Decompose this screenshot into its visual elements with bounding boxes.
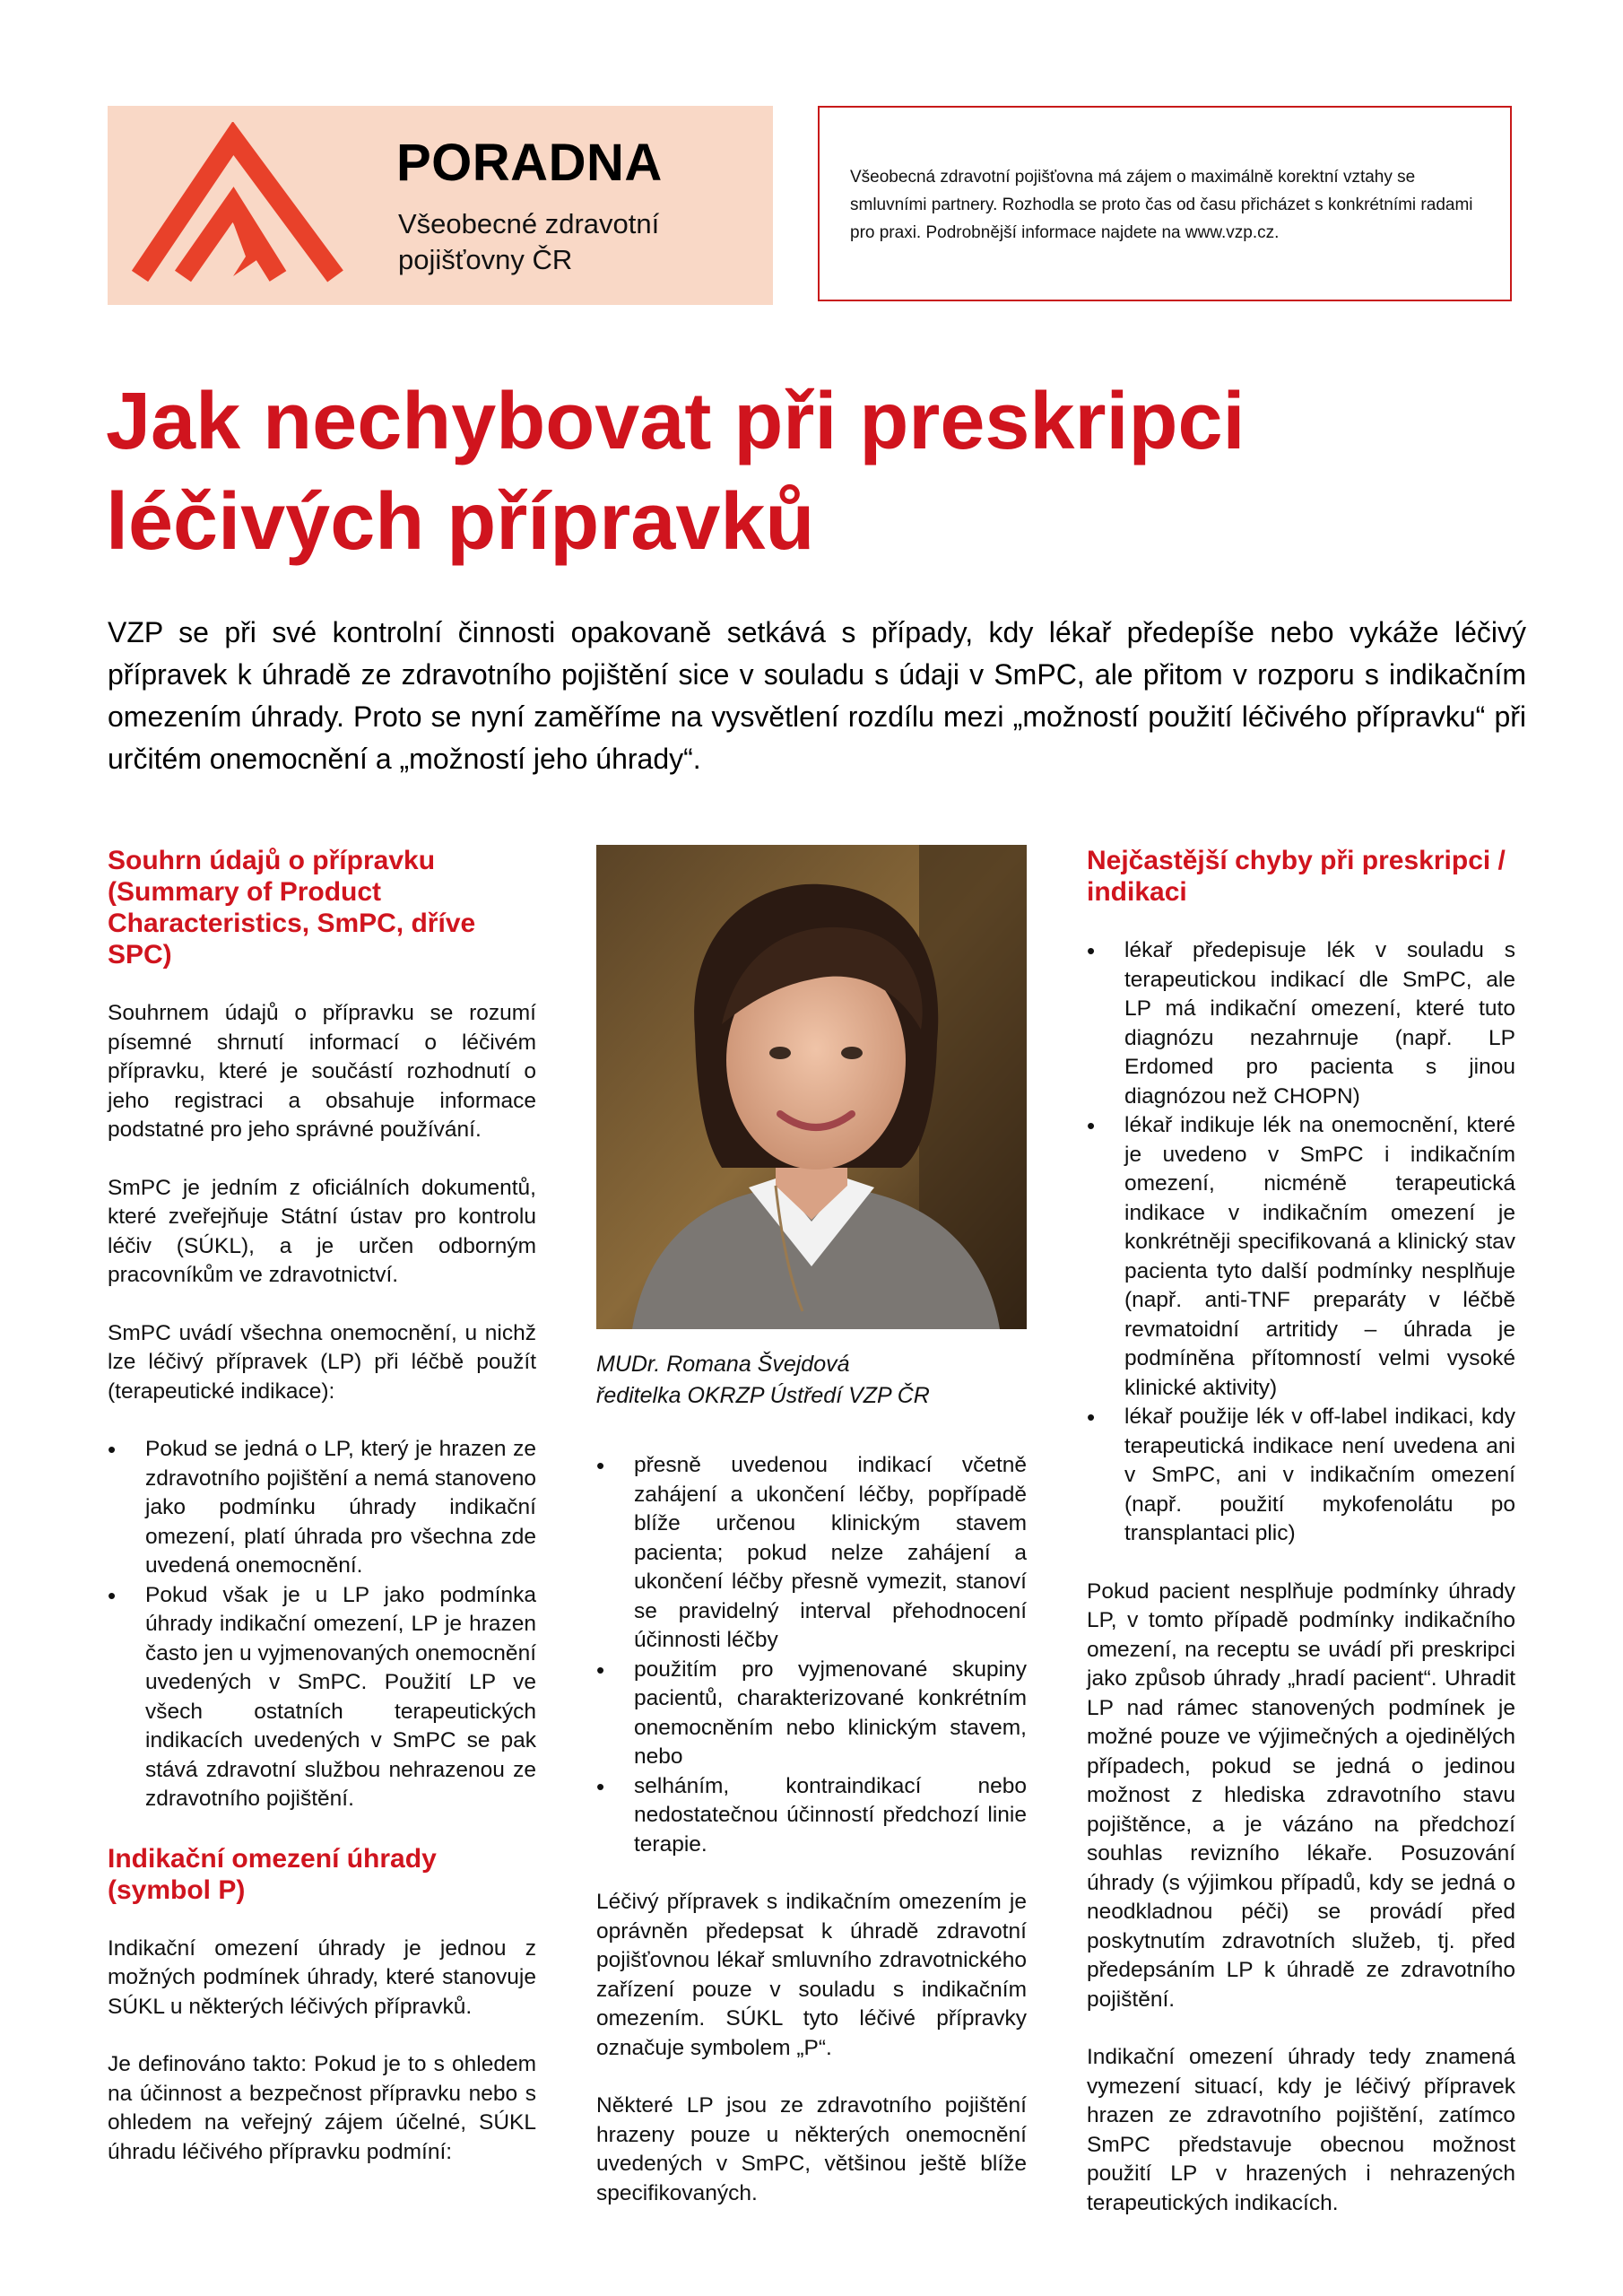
bullet-item: • Pokud se jedná o LP, který je hrazen ze zdravotního pojištění a nemá stanoveno jako podmínku úhrady indikační omezení, platí úhrada pro všechna zde uvedená onemocnění. — [108, 1435, 536, 1581]
section-heading: Nejčastější chyby při preskripci / indikaci — [1087, 846, 1506, 907]
brand-subtitle — [398, 206, 757, 278]
paragraph: Je definováno takto: Pokud je to s ohledem na účinnost a bezpečnost přípravku nebo s ohledem na veřejný zájem účelné, SÚKL úhradu léčivého přípravku podmíní: — [108, 2052, 536, 2164]
paragraph: Pokud pacient nesplňuje podmínky úhrady LP, v tomto případě podmínky indikačního omezení, na receptu se uvádí při preskripci jako způsob úhrady „hradí pacient“. Uhradit LP nad rámec stanovených podmínek je možné pouze ve výjimečných a ojedinělých případech, pokud se jedná o jedinou možnost z hlediska zdravotního stavu pojištěnce, a je vázáno na předchozí souhlas revizního lékaře. Posuzování úhrady (s výjimkou případů, kdy se jedná o neodkladnou péči) se provádí před poskytnutím zdravotních služeb, tj. před předepsáním LP k úhradě ze zdravotního pojištění. — [1087, 1578, 1515, 2012]
paragraph: Indikační omezení úhrady je jednou z možných podmínek úhrady, které stanovuje SÚKL u některých léčivých přípravků. — [108, 1935, 536, 2019]
paragraph: Některé LP jsou ze zdravotního pojištění hrazeny pouze u některých onemocnění uvedených v SmPC, většinou ještě blíže specifikovaných. — [596, 2093, 1027, 2205]
bullet-item: • selháním, kontraindikací nebo nedostatečnou účinností předchozí linie terapie. — [596, 1772, 1027, 1860]
bullet-item: • lékař použije lék v off-label indikaci, kdy terapeutická indikace není uvedena ani v SmPC, ani v indikačním omezení (např. použití mykofenolátu po transplantaci plic) — [1087, 1403, 1515, 1549]
intro-box — [818, 106, 1512, 301]
brand-title: PORADNA — [396, 134, 663, 192]
bullet-item: • použitím pro vyjmenované skupiny pacientů, charakterizované konkrétním onemocněním nebo klinickým stavem, nebo — [596, 1656, 1027, 1772]
paragraph: Souhrnem údajů o přípravku se rozumí písemné shrnutí informací o léčivém přípravku, které je součástí rozhodnutí o jeho registraci a obsahuje informace podstatné pro jeho správné používání. — [108, 1001, 536, 1142]
section-heading: Indikační omezení úhrady (symbol P) — [108, 1843, 437, 1905]
bullet-item: • přesně uvedenou indikací včetně zahájení a ukončení léčby, popřípadě blíže určenou klinickým stavem pacienta; pokud nelze zahájení a ukončení léčby přesně vymezit, stanoví se pravidelný interval přehodnocení účinnosti léčby — [596, 1451, 1027, 1656]
vzp-logo-icon — [127, 122, 348, 289]
column-right — [1087, 845, 1515, 2247]
bullet-list — [596, 1451, 1027, 1859]
photo-caption — [596, 1349, 1027, 1412]
brand-subtitle-line: Všeobecné zdravotní — [398, 208, 660, 239]
portrait-photo — [596, 845, 1027, 1329]
bullet-item: • lékař předepisuje lék v souladu s terapeutickou indikací dle SmPC, ale LP má indikační omezení, které tuto diagnózu nezahrnuje (např. LP Erdomed pro pacienta s jinou diagnózou než CHOPN) — [1087, 936, 1515, 1111]
article-title — [106, 371, 1541, 572]
article-title-line: léčivých přípravků — [106, 477, 815, 567]
section-heading: Souhrn údajů o přípravku (Summary of Product Characteristics, SmPC, dříve SPC) — [108, 846, 476, 970]
brand-box — [108, 106, 773, 305]
bullet-list — [108, 1435, 536, 1814]
column-left — [108, 845, 536, 2196]
bullet-item: • lékař indikuje lék na onemocnění, které je uvedeno v SmPC i indikačním omezení, nicméně terapeutická indikace v indikačním omezení je konkrétněji specifikovaná a klinický stav pacienta tyto další podmínky nesplňuje (např. anti-TNF preparáty v léčbě revmatoidní artritidy – úhrada je podmíněna přítomností velmi vysoké klinické aktivity) — [1087, 1111, 1515, 1403]
paragraph: Indikační omezení úhrady tedy znamená vymezení situací, kdy je léčivý přípravek hrazen ze zdravotního pojištění, zatímco SmPC představuje obecnou možnost použití LP v hrazených i nehrazených terapeutických indikacích. — [1087, 2045, 1515, 2215]
bullet-list — [1087, 936, 1515, 1549]
caption-name: MUDr. Romana Švejdová — [596, 1352, 850, 1377]
portrait-illustration — [596, 845, 1027, 1329]
bullet-item: • Pokud však je u LP jako podmínka úhrady indikační omezení, LP je hrazen často jen u vyjmenovaných onemocnění uvedených v SmPC. Použití LP ve všech ostatních terapeutických indikacích uvedených v SmPC se pak stává zdravotní službou nehrazenou ze zdravotního pojištění. — [108, 1581, 536, 1814]
intro-text: Všeobecná zdravotní pojišťovna má zájem o maximálně korektní vztahy se smluvními partnery. Rozhodla se proto čas od času přicházet s konkrétními radami pro praxi. Podrobnější informace najdete na www.vzp.cz. — [850, 168, 1473, 242]
article-title-line: Jak nechybovat při preskripci — [106, 377, 1245, 466]
brand-subtitle-line: pojišťovny ČR — [398, 244, 573, 275]
article-lead: VZP se při své kontrolní činnosti opakovaně setkává s případy, kdy lékař předepíše nebo vykáže léčivý přípravek k úhradě ze zdravotního pojištění sice v souladu s údaji v SmPC, ale přitom v rozporu s indikačním omezením úhrady. Proto se nyní zaměříme na vysvětlení rozdílu mezi „možností použití léčivého přípravku“ při určitém onemocnění a „možností jeho úhrady“. — [108, 616, 1526, 775]
paragraph: SmPC je jedním z oficiálních dokumentů, které zveřejňuje Státní ústav pro kontrolu léčiv (SÚKL), a je určen odborným pracovníkům ve zdravotnictví. — [108, 1175, 536, 1287]
paragraph: SmPC uvádí všechna onemocnění, u nichž lze léčivý přípravek (LP) při léčbě použít (terapeutické indikace): — [108, 1320, 536, 1404]
paragraph: Léčivý přípravek s indikačním omezením je oprávněn předepsat k úhradě zdravotní pojišťovnou lékař smluvního zdravotnického zařízení pouze v souladu s indikačním omezením. SÚKL tyto léčivé přípravky označuje symbolem „P“. — [596, 1890, 1027, 2060]
column-middle — [596, 1451, 1027, 2237]
caption-role: ředitelka OKRZP Ústředí VZP ČR — [596, 1383, 930, 1408]
